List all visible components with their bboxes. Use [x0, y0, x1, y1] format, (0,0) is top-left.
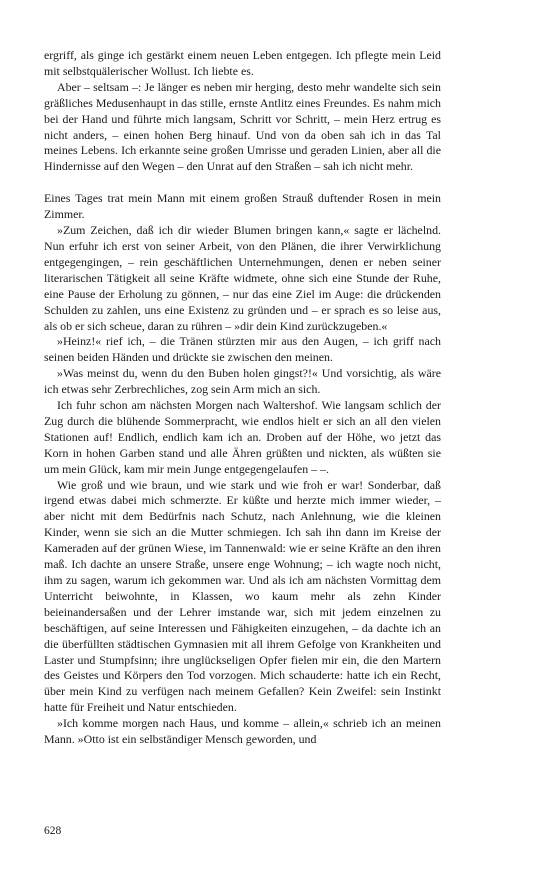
- paragraph-1: ergriff, als ginge ich gestärkt einem neuen Leben entgegen. Ich pflegte mein Leid mit selbstquälerischer Wollust. Ich liebte es.: [44, 48, 441, 78]
- paragraph-9: »Ich komme morgen nach Haus, und komme – allein,« schrieb ich an meinen Mann. »Otto ist ein selbständiger Mensch geworden, und: [44, 716, 441, 747]
- page-text-body: [44, 48, 441, 748]
- paragraph-6: »Was meinst du, wenn du den Buben holen gingst?!« Und vorsichtig, als wäre ich etwas sehr Zerbrechliches, zog sein Arm mich an sich.: [44, 366, 441, 397]
- paragraph-2: Aber – seltsam –: Je länger es neben mir herging, desto mehr wandelte sich sein gräßliches Medusenhaupt in das stille, ernste Antlitz eines Freundes. Es nahm mich bei der Hand und führte mich langsam, Schritt vor Schritt, – mein Herz ertrug es nicht anders, – einen hohen Berg hinauf. Und von da oben sah ich in das Tal meines Lebens. Ich erkannte seine großen Umrisse und geraden Linien, aber all die Hindernisse auf den Wegen – den Unrat auf den Straßen – sah ich nicht mehr.: [44, 79, 441, 174]
- page-number: 628: [44, 825, 62, 837]
- paragraph-7: Ich fuhr schon am nächsten Morgen nach Waltershof. Wie langsam schlich der Zug durch die blühende Sommerpracht, wie endlos hielt er sich an all den vielen Stationen auf! Endlich, endlich kam ich an. Droben auf der Höhe, wo jetzt das Korn in hohen Garben stand und alle Ähren grüßten und nickten, als wüßten sie um mein Glück, kam mir mein Junge entgegengelaufen – –.: [44, 398, 441, 476]
- paragraph-5: »Heinz!« rief ich, – die Tränen stürzten mir aus den Augen, – ich griff nach seinen beiden Händen und drückte sie zwischen den meinen.: [44, 334, 441, 365]
- paragraph-8: Wie groß und wie braun, und wie stark und wie froh er war! Sonderbar, daß irgend etwas dabei mich schmerzte. Er küßte und herzte mich immer wieder, – aber nicht mit dem Bedürfnis nach Schutz, nach Anlehnung, wie die kleinen Kinder, wenn sie sich an die Mutter schmiegen. Ich sah ihn dann im Kreise der Kameraden auf der grünen Wiese, im Tannenwald: wie er seine Kräfte an den ihren maß. Ich dachte an unsere Straße, unsere enge Wohnung; – ich wagte noch nicht, ihm zu sagen, warum ich gekommen war. Und als ich am nächsten Vormittag dem Unterricht beiwohnte, in Klassen, wo kaum mehr als zehn Kinder beieinandersaßen und der Lehrer imstande war, sich mit jedem einzelnen zu beschäftigen, auf seine Interessen und Fähigkeiten einzugehen, – da dachte ich an die überfüllten städtischen Gymnasien mit all ihrem Gefolge von Krankheiten und Laster und Stumpfsinn; ihre unglückseligen Opfer fielen mir ein, die den Martern des Geistes und Körpers den Tod vorzogen. Mich schauderte: hatte ich ein Recht, über mein Kind zu verfügen nach meinem Gefallen? Kein Zweifel: sein Instinkt hatte für Freiheit und Natur entschieden.: [44, 477, 441, 715]
- paragraph-4: »Zum Zeichen, daß ich dir wieder Blumen bringen kann,« sagte er lächelnd. Nun erfuhr ich erst von seiner Arbeit, von den Plänen, die ihrer Verwirklichung entgegengingen, – rein geschäftlichen Unternehmungen, denen er neben seiner literarischen Tätigkeit all seine Kräfte widmete, ohne sich eine Stunde der Ruhe, eine Pause der Erholung zu gönnen, – nur das eine Ziel im Auge: die drückenden Schulden zu zahlen, uns eine Existenz zu gründen und – er sprach es so leise aus, als ob er sich scheue, daran zu rühren – »dir dein Kind zurückzugeben.«: [44, 223, 441, 333]
- paragraph-3: Eines Tages trat mein Mann mit einem großen Strauß duftender Rosen in mein Zimmer.: [44, 191, 441, 222]
